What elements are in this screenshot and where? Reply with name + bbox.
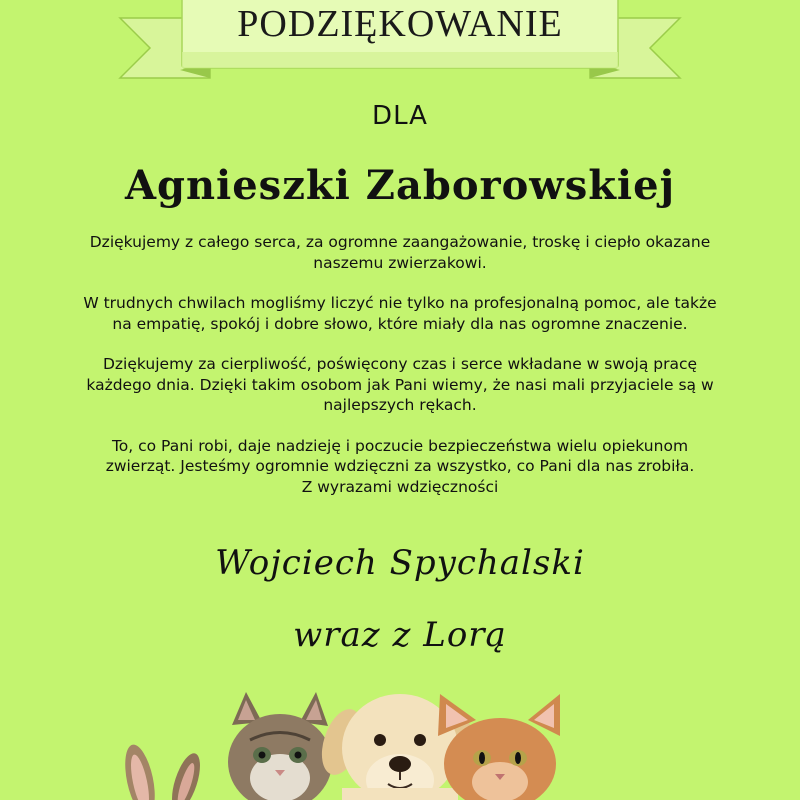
paragraph-1: Dziękujemy z całego serca, za ogromne zaangażowanie, troskę i ciepło okazane naszemu zwierzakowi.	[89, 233, 711, 272]
paragraph-2: W trudnych chwilach mogliśmy liczyć nie tylko na profesjonalną pomoc, ale także na empatię, spokój i dobre słowo, które miały dla nas ogromne znaczenie.	[83, 294, 717, 333]
signature-with: wraz z Lorą	[293, 615, 507, 655]
signature-name: Wojciech Spychalski	[215, 543, 585, 583]
animals-illustration	[0, 680, 800, 800]
message-body	[75, 232, 725, 497]
kitten-icon	[228, 692, 332, 800]
paragraph-4: To, co Pani robi, daje nadzieję i poczucie bezpieczeństwa wielu opiekunom zwierząt. Jesteśmy ogromnie wdzięczni za wszystko, co Pani dla nas zrobiła.	[105, 436, 695, 475]
page-title: PODZIĘKOWANIE	[237, 3, 563, 45]
recipient-name: Agnieszki Zaborowskiej	[124, 162, 676, 209]
rabbit-ears-icon	[120, 742, 206, 800]
closing-line: Z wyrazami wdzięczności	[301, 477, 499, 496]
dla-heading: DLA	[372, 101, 428, 131]
paragraph-3: Dziękujemy za cierpliwość, poświęcony czas i serce wkładane w swoją pracę każdego dnia. Dzięki takim osobom jak Pani wiemy, że nasi mali przyjaciele są w najlepszych rękach.	[86, 355, 714, 414]
cat-icon	[438, 694, 560, 800]
